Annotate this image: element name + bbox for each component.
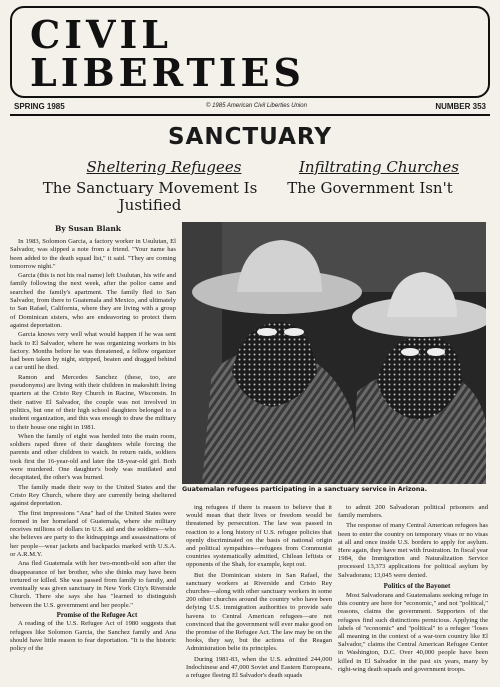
left-article-title: The Sanctuary Movement Is Justified xyxy=(42,179,258,214)
masthead-title-line2: LIBERTIES xyxy=(30,50,305,95)
right-column xyxy=(338,504,488,676)
issue-season: SPRING 1985 xyxy=(14,102,65,111)
left-kicker: Sheltering Refugees xyxy=(86,158,242,176)
paragraph: But the Dominican sisters in San Rafael, the sanctuary workers at Riverside and Cristo Rey churches—along with other sanctuary workers in some 200 other churches around the country who have been defying U.S. immigration authorities to provide safe havens to Central American refugees—are not convinced that the government will ever make good on the promise of the Refugee Act. The law may be on the books, they say, but the actions of the Reagan Administration belie its principles. xyxy=(186,571,332,653)
right-kicker: Infiltrating Churches xyxy=(299,158,459,176)
section-heading: Politics of the Bayonet xyxy=(383,581,451,590)
issue-bar xyxy=(10,100,490,114)
left-column xyxy=(10,238,176,655)
photo-illustration xyxy=(182,222,486,484)
copyright-notice: © 1985 American Civil Liberties Union xyxy=(206,103,307,109)
paragraph: Most Salvadorans and Guatemalans seeking refuge in this country are here for "economic," and not "political," reasons, claims the government. Supporters of the refugees find such distinctions pernicious. Applying the labels of "economic" and "political" to a refugee "loses all meaning in the context of a war-torn country like El Salvador," claims the Central American Refugee Center in Washington, D.C. Over 40,000 people have been killed in El Salvador in the past six years, many by right-wing death squads and government troops. xyxy=(338,592,488,673)
section-heading: Promise of the Refugee Act xyxy=(56,611,138,620)
masthead-title-line1: CIVIL xyxy=(30,12,172,57)
paragraph: Garcia (this is not his real name) left Usulutan, his wife and family following the next week, after the police came and searched the family's apartment. The family fled to San Salvador, from there to Guatemala and Mexico, and ultimately to San Rafael, California, where they are living with a group of Dominican sisters, who are endeavoring to protect them against deportation. xyxy=(10,272,176,329)
paragraph: The first impressions "Ana" had of the United States were formed in her homeland of Guatemala, where she military receives millions of dollars in U.S. aid and the soldiers—who she believes are party to the kidnappings and assassinations of her people—wear jackets and backpacks marked with U.S.A. or A.R.M.Y. xyxy=(10,509,176,558)
paragraph: The response of many Central American refugees has been to enter the country on temporary visas or no visas at all and once inside U.S. borders to apply for asylum. Here again, they have met with frustration. In fiscal year 1984, the Immigration and Naturalization Service processed 13,373 applications for political asylum by Salvadorans; 13,045 were denied. xyxy=(338,522,488,579)
paragraph: The family made their way to the United States and the Cristo Rey Church, where they are currently being sheltered against deportation. xyxy=(10,483,176,508)
paragraph: ing refugees if there is reason to believe that it would mean that their lives or freedom would be threatened by persecution. The law was passed in reaction to a long history of U.S. refugee policies that openly discriminated on the basis of national origin and political sympathies—refugees from Communist countries systematically admitted, Chilean leftists or opponents of the Shah, for example, kept out. xyxy=(186,504,332,569)
byline: By Susan Blank xyxy=(54,224,122,233)
masthead xyxy=(10,6,490,98)
masthead-rule xyxy=(10,114,490,116)
photo-caption: Guatemalan refugees participating in a sanctuary service in Arizona. xyxy=(182,486,427,493)
issue-number: NUMBER 353 xyxy=(435,102,486,111)
refugee-photo xyxy=(182,222,486,484)
paragraph: In 1983, Solomon Garcia, a factory worker in Usulutan, El Salvador, was slipped a note from a friend. "Your name has been added to the death squad list," it said. "They are coming tomorrow night." xyxy=(10,238,176,270)
right-article-title: The Government Isn't xyxy=(287,179,453,197)
paragraph: Ramon and Mercedes Sanchez (these, too, are pseudonyms) are living with their children in makeshift living quarters at the Cristo Rey Church in Racine, Wisconsin. In their native El Salvador, the couple was not involved in politics, but one of their high school daughters belonged to a student organization, and this was enough to draw the military to their house one night in 1981. xyxy=(10,373,176,431)
middle-column xyxy=(186,504,332,682)
paragraph: Ana fled Guatemala with her two-month-old son after the disappearance of her brother, who she thinks may have been tortured or killed. She was passed from family to family, and eventually was given sanctuary in New York City's Riverside Church. There she says she has "learned to distinguish between the U.S. government and her people." xyxy=(10,560,176,609)
main-headline: SANCTUARY xyxy=(167,124,333,150)
paragraph: A reading of the U.S. Refugee Act of 1980 suggests that refugees like Solomon Garcia, the Sanchez family and Ana should have little reason to fear deportation. "It is the historic policy of the xyxy=(10,620,176,653)
paragraph: Garcia knows very well what would happen if he was sent back to El Salvador, where he was organizing workers in his factory. Months before he was threatened, a fellow organizer had been taken by night, stripped, beaten and dragged behind a car until he died. xyxy=(10,331,176,372)
paragraph: When the family of eight was herded into the main room, soldiers raped three of their daughters while forcing the parents and other children to watch. In return raids, soldiers took first the 16-year-old and later the 18-year-old girl. Both were murdered. One daughter's body was mutilated and decapitated, the other's was burned. xyxy=(10,432,176,482)
paragraph: to admit 200 Salvadoran political prisoners and family members. xyxy=(338,504,488,520)
paragraph: During 1981-83, when the U.S. admitted 244,000 Indochinese and 47,000 Soviet and Eastern Europeans, a refugee fleeing El Salvador's death squads xyxy=(186,655,332,680)
